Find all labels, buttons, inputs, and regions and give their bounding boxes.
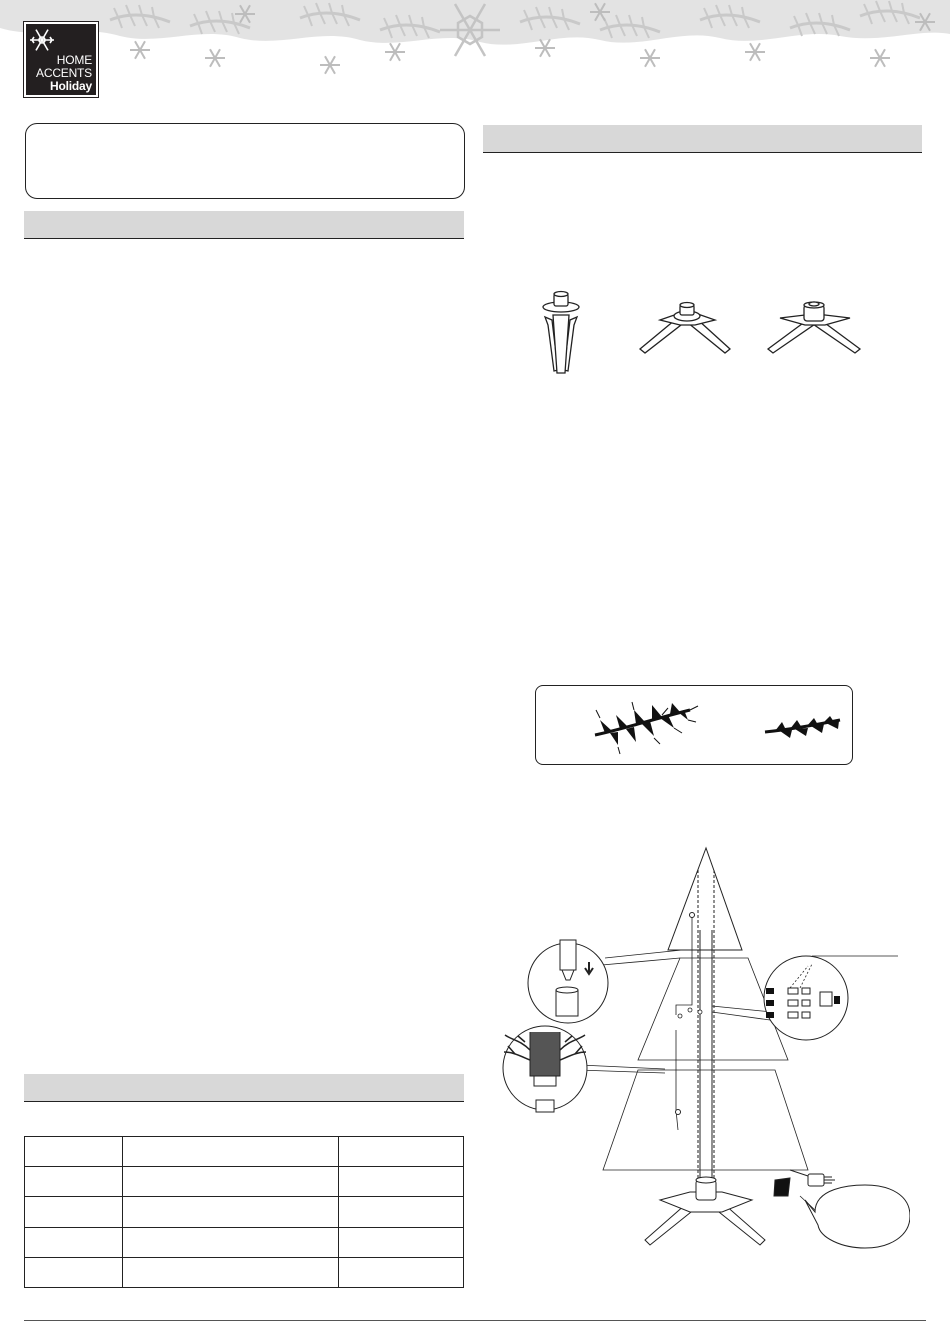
branch-hinge-detail [503,1026,587,1112]
brand-logo [24,22,98,97]
tree-assembly-diagram [490,840,910,1255]
table-row [25,1167,464,1197]
brand-line-2: ACCENTS [36,66,92,80]
notice-box [25,123,465,199]
table-cell [123,1227,339,1257]
stand-types-illustration [520,285,880,380]
brand-line-1: HOME [56,53,92,67]
section-header-left-2 [24,1074,464,1102]
footer-divider [24,1320,926,1321]
branch-fluffing-illustration [590,700,850,755]
pole-connection-detail [528,940,608,1023]
table-cell [25,1167,123,1197]
table-cell [123,1167,339,1197]
fluffed-branch-icon [595,702,698,754]
brand-line-3: Holiday [50,79,92,93]
table-row [25,1137,464,1167]
table-cell [25,1137,123,1167]
table-cell [123,1197,339,1227]
table-cell [339,1227,464,1257]
table-cell [339,1137,464,1167]
parts-table [24,1136,464,1288]
table-cell [339,1257,464,1287]
table-cell [339,1167,464,1197]
x-base-stand-icon [768,302,860,353]
table-row [25,1197,464,1227]
table-row [25,1257,464,1287]
table-cell [25,1227,123,1257]
table-cell [123,1257,339,1287]
bottom-section [603,1070,808,1170]
x-base-stand-icon [640,303,730,354]
table-cell [123,1137,339,1167]
section-header-right-1 [483,125,922,153]
table-cell [25,1197,123,1227]
snowflake-banner [0,0,950,80]
section-header-left-1 [24,211,464,239]
table-row [25,1227,464,1257]
unfluffed-branch-icon [765,716,840,738]
note-bubble [805,1185,910,1248]
table-cell [339,1197,464,1227]
table-cell [25,1257,123,1287]
top-section [668,848,742,950]
snowflake-icon [28,26,56,54]
light-connector-detail [764,956,848,1040]
spike-stand-icon [543,292,579,374]
